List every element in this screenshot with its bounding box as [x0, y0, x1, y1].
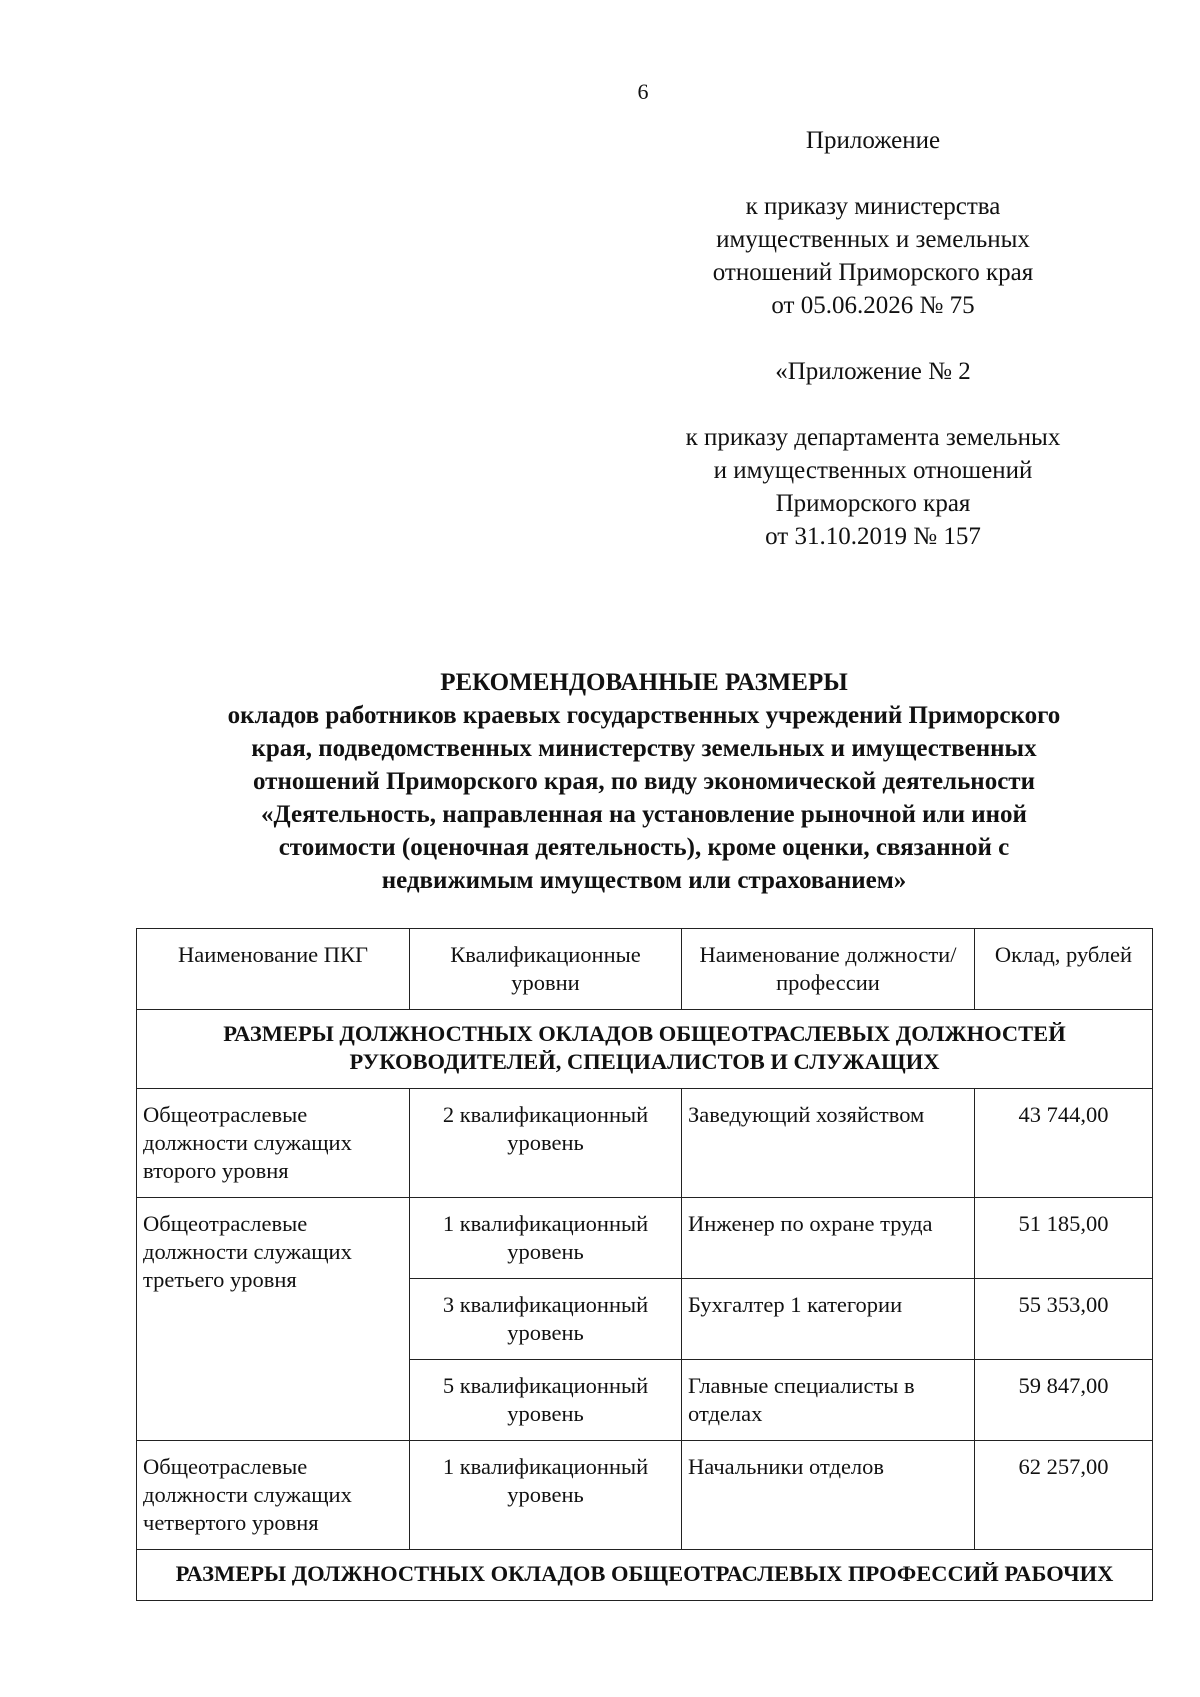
document-title-line: отношений Приморского края, по виду экономической деятельности	[253, 768, 1035, 795]
section-heading-workers: РАЗМЕРЫ ДОЛЖНОСТНЫХ ОКЛАДОВ ОБЩЕОТРАСЛЕВЫХ ПРОФЕССИЙ РАБОЧИХ	[137, 1550, 1153, 1601]
header-qualification-levels: Квалификационные уровни	[410, 929, 682, 1010]
level-cell: 1 квалификационный уровень	[410, 1441, 682, 1550]
document-title-line: «Деятельность, направленная на установление рыночной или иной	[261, 801, 1027, 828]
level-cell: 3 квалификационный уровень	[410, 1279, 682, 1360]
table-section-row	[137, 1550, 1153, 1601]
header-position-name: Наименование должности/профессии	[682, 929, 975, 1010]
document-title-line: окладов работников краевых государственных учреждений Приморского	[227, 702, 1061, 729]
document-title-line: края, подведомственных министерству земельных и имущественных	[251, 735, 1037, 762]
salary-cell: 62 257,00	[975, 1441, 1153, 1550]
appendix-line: отношений Приморского края	[712, 259, 1034, 286]
amended-appendix-title	[623, 355, 1123, 388]
amended-order-reference	[623, 421, 1123, 553]
level-cell: 5 квалификационный уровень	[410, 1360, 682, 1441]
position-cell: Заведующий хозяйством	[682, 1089, 975, 1198]
pkg-cell: Общеотраслевые должности служащих четвертого уровня	[137, 1441, 410, 1550]
table-row	[137, 1089, 1153, 1198]
header-salary: Оклад, рублей	[975, 929, 1153, 1010]
pkg-cell: Общеотраслевые должности служащих второго уровня	[137, 1089, 410, 1198]
amended-appendix-title-text: «Приложение № 2	[775, 358, 971, 385]
appendix-line: имущественных и земельных	[716, 226, 1030, 253]
salary-cell: 51 185,00	[975, 1198, 1153, 1279]
amended-line: от 31.10.2019 № 157	[765, 523, 981, 550]
salary-cell: 43 744,00	[975, 1089, 1153, 1198]
position-cell: Бухгалтер 1 категории	[682, 1279, 975, 1360]
position-cell: Инженер по охране труда	[682, 1198, 975, 1279]
salary-cell: 55 353,00	[975, 1279, 1153, 1360]
level-cell: 2 квалификационный уровень	[410, 1089, 682, 1198]
salary-table	[136, 928, 1153, 1601]
pkg-cell: Общеотраслевые должности служащих третьего уровня	[137, 1198, 410, 1441]
document-title-line: стоимости (оценочная деятельность), кроме оценки, связанной с	[278, 834, 1010, 861]
appendix-line: от 05.06.2026 № 75	[771, 292, 975, 319]
page-number: 6	[637, 79, 649, 104]
appendix-order-reference	[623, 190, 1123, 322]
header-pkg-name: Наименование ПКГ	[137, 929, 410, 1010]
appendix-line: к приказу министерства	[745, 193, 1001, 220]
appendix-title	[623, 124, 1123, 157]
level-cell: 1 квалификационный уровень	[410, 1198, 682, 1279]
document-title-line: недвижимым имуществом или страхованием»	[381, 867, 907, 894]
salary-cell: 59 847,00	[975, 1360, 1153, 1441]
table-section-row	[137, 1010, 1153, 1089]
amended-line: к приказу департамента земельных	[685, 424, 1061, 451]
position-cell: Главные специалисты в отделах	[682, 1360, 975, 1441]
document-title-line: РЕКОМЕНДОВАННЫЕ РАЗМЕРЫ	[440, 669, 848, 696]
table-header-row	[137, 929, 1153, 1010]
appendix-title-text: Приложение	[805, 127, 941, 154]
section-heading-managers-specialists: РАЗМЕРЫ ДОЛЖНОСТНЫХ ОКЛАДОВ ОБЩЕОТРАСЛЕВЫХ ДОЛЖНОСТЕЙ РУКОВОДИТЕЛЕЙ, СПЕЦИАЛИСТОВ И СЛУЖАЩИХ	[137, 1010, 1153, 1089]
table-row	[137, 1198, 1153, 1279]
document-title	[136, 666, 1152, 897]
amended-line: Приморского края	[775, 490, 971, 517]
table-row	[137, 1441, 1153, 1550]
amended-line: и имущественных отношений	[713, 457, 1033, 484]
position-cell: Начальники отделов	[682, 1441, 975, 1550]
